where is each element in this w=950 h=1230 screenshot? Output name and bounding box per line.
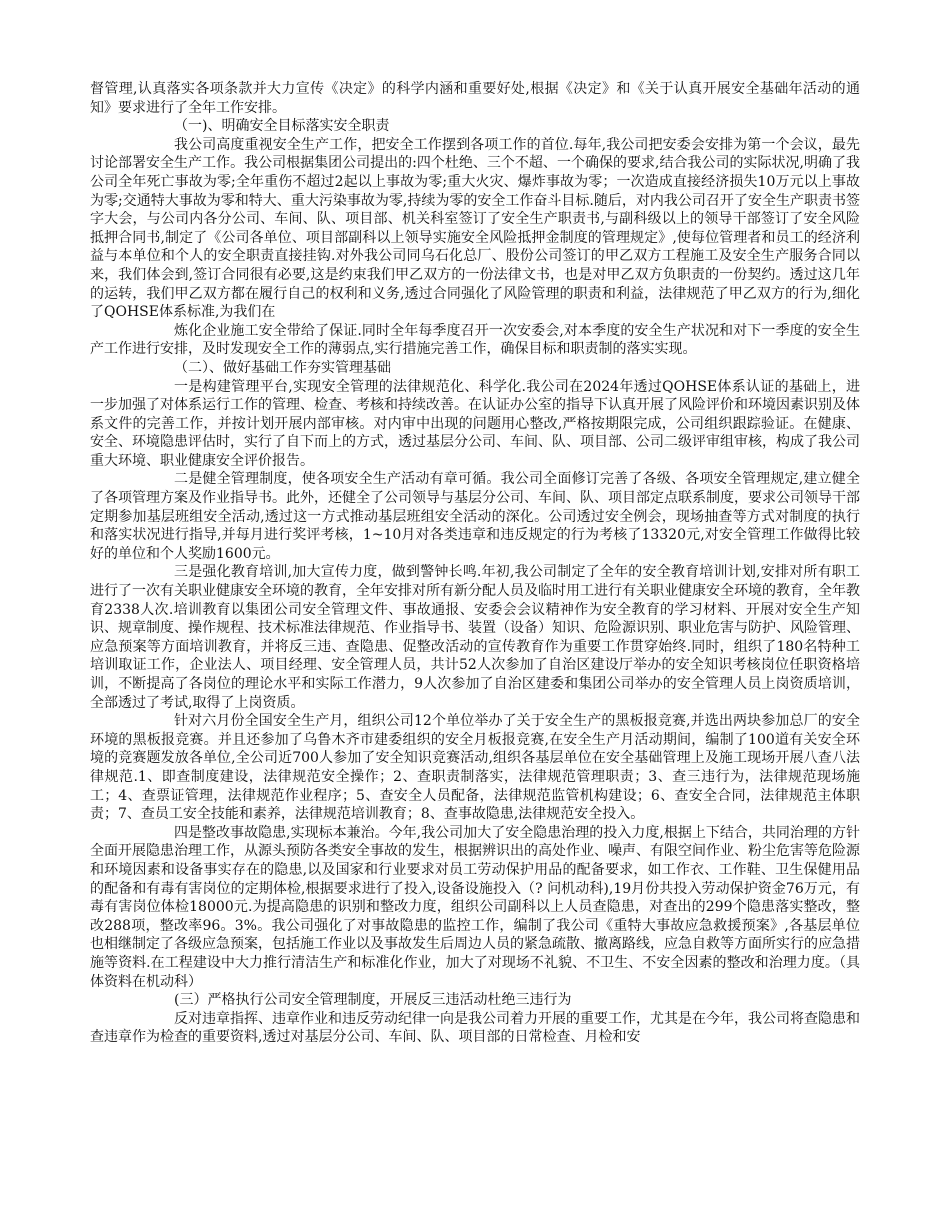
paragraph: 反对违章指挥、违章作业和违反劳动纪律一向是我公司着力开展的重要工作，尤其是在今年，我公司将查隐患和查违章作为检查的重要资料,透过对基层分公司、车间、队、项目部的日常检查、月检和安 bbox=[90, 1010, 860, 1046]
paragraph: 督管理,认真落实各项条款并大力宣传《决定》的科学内涵和重要好处,根据《决定》和《关于认真开展安全基础年活动的通知》要求进行了全年工作安排。 bbox=[90, 81, 860, 116]
paragraph: 炼化企业施工安全带给了保证.同时全年每季度召开一次安委会,对本季度的安全生产状况和对下一季度的安全生产工作进行安排，及时发现安全工作的薄弱点,实行措施完善工作，确保目标和职责制的落实实现。 bbox=[90, 322, 860, 358]
paragraph: 我公司高度重视安全生产工作，把安全工作摆到各项工作的首位.每年,我公司把安委会安排为第一个会议，最先讨论部署安全生产工作。我公司根据集团公司提出的:四个杜绝、三个不超、一个确保的要求,结合我公司的实际状况,明确了我公司全年死亡事故为零;全年重伤不超过2起以上事故为零;重大火灾、爆炸事故为零；一次造成直接经济损失10万元以上事故为零;交通特大事故为零和特大、重大污染事故为零,持续为零的安全工作奋斗目标.随后，对内我公司召开了安全生产职责书签字大会，与公司内各分公司、车间、队、项目部、机关科室签订了安全生产职责书,与副科级以上的领导干部签订了安全风险抵押合同书,制定了《公司各单位、项目部副科以上领导实施安全风险抵押金制度的管理规定》,使每位管理者和员工的经济利益与本单位和个人的安全职责直接挂钩.对外我公司同乌石化总厂、股份公司签订的甲乙双方工程施工及安全生产服务合同以来，我们体会到,签订合同很有必要,这是约束我们甲乙双方的一份法律文书，也是对甲乙双方负职责的一份契约。透过这几年的运转，我们甲乙双方都在履行自己的权利和义务,透过合同强化了风险管理的职责和利益，法律规范了甲乙双方的行为,细化了QOHSE体系标准,为我们在 bbox=[90, 136, 860, 321]
document-page bbox=[90, 80, 860, 1047]
paragraph: 三是强化教育培训,加大宣传力度，做到警钟长鸣.年初,我公司制定了全年的安全教育培训计划,安排对所有职工进行了一次有关职业健康安全环境的教育，全年安排对所有新分配人员及临时用工进行有关职业健康安全环境的教育，全年教育2338人次.培训教育以集团公司安全管理文件、事故通报、安委会会议精神作为安全教育的学习材料、开展对安全生产知识、规章制度、操作规程、技术标准法律规范、作业指导书、装置（设备）知识、危险源识别、职业危害与防护、风险管理、应急预案等方面培训教育，并将反三违、查隐患、促整改活动的宣传教育作为重要工作贯穿始终.同时，组织了180名特种工培训取证工作，企业法人、项目经理、安全管理人员，共计52人次参加了自治区建设厅举办的安全知识考核岗位任职资格培训，不断提高了各岗位的理论水平和实际工作潜力，9人次参加了自治区建委和集团公司举办的安全管理人员上岗资质培训，全部透过了考试,取得了上岗资质。 bbox=[90, 564, 860, 711]
section-heading: （一)、明确安全目标落实安全职责 bbox=[174, 118, 390, 135]
paragraph: 四是整改事故隐患,实现标本兼治。今年,我公司加大了安全隐患治理的投入力度,根据上下结合，共同治理的方针全面开展隐患治理工作，从源头预防各类安全事故的发生，根据辨识出的高处作业、噪声、有限空间作业、粉尘危害等危险源和环境因素和设备事实存在的隐患,以及国家和行业要求对员工劳动保护用品的配备要求，如工作衣、工作鞋、卫生保健用品的配备和有毒有害岗位的定期体检,根据要求进行了投入,设备设施投入（? 问机动科),19月份共投入劳动保护资金76万元，有毒有害岗位体检18000元.为提高隐患的识别和整改力度，组织公司副科以上人员查隐患，对查出的299个隐患落实整改，整改288项，整改率96。3%。我公司强化了对事故隐患的监控工作，编制了我公司《重特大事故应急救援预案》,各基层单位也相继制定了各级应急预案，包括施工作业以及事故发生后周边人员的紧急疏散、撤离路线，应急自救等方面所实行的应急措施等资料.在工程建设中大力推行清洁生产和标准化作业，加大了对现场不礼貌、不卫生、不安全因素的整改和治理力度。（具体资料在机动科） bbox=[90, 824, 860, 990]
section-heading: （二）、做好基础工作夯实管理基础 bbox=[174, 359, 391, 376]
paragraph: 二是健全管理制度，使各项安全生产活动有章可循。我公司全面修订完善了各级、各项安全管理规定,建立健全了各项管理方案及作业指导书。此外，还健全了公司领导与基层分公司、车间、队、项目部定点联系制度，要求公司领导干部定期参加基层班组安全活动,透过这一方式推动基层班组安全活动的深化。公司透过安全例会，现场抽查等方式对制度的执行和落实状况进行指导,并每月进行奖评考核，1~10月对各类违章和违反规定的行为考核了13320元,对安全管理工作做得比较好的单位和个人奖励1600元。 bbox=[90, 471, 860, 562]
section-heading: (三）严格执行公司安全管理制度，开展反三违活动杜绝三违行为 bbox=[174, 992, 572, 1009]
paragraph: 一是构建管理平台,实现安全管理的法律规范化、科学化.我公司在2024年透过QOHSE体系认证的基础上，进一步加强了对体系运行工作的管理、检查、考核和持续改善。在认证办公室的指导下认真开展了风险评价和环境因素识别及体系文件的完善工作，并按计划开展内部审核。对内审中出现的问题用心整改,严格按期限完成，公司组织跟踪验证。在健康、安全、环境隐患评估时，实行了自下而上的方式，透过基层分公司、车间、队、项目部、公司二级评审组审核，构成了我公司重大环境、职业健康安全评价报告。 bbox=[90, 378, 860, 469]
paragraph: 针对六月份全国安全生产月，组织公司12个单位举办了关于安全生产的黑板报竞赛,并选出两块参加总厂的安全环境的黑板报竞赛。并且还参加了乌鲁木齐市建委组织的安全月板报竞赛,在安全生产月活动期间，编制了100道有关安全环境的竞赛题发放各单位,全公司近700人参加了安全知识竞赛活动,组织各基层单位在安全基础管理上及施工现场开展八查八法律规范.1、即查制度建设，法律规范安全操作；2、查职责制落实，法律规范管理职责；3、查三违行为，法律规范现场施工；4、查票证管理，法律规范作业程序；5、查安全人员配备，法律规范监管机构建设；6、查安全合同，法律规范主体职责；7、查员工安全技能和素养，法律规范培训教育；8、查事故隐患,法律规范安全投入。 bbox=[90, 713, 860, 823]
